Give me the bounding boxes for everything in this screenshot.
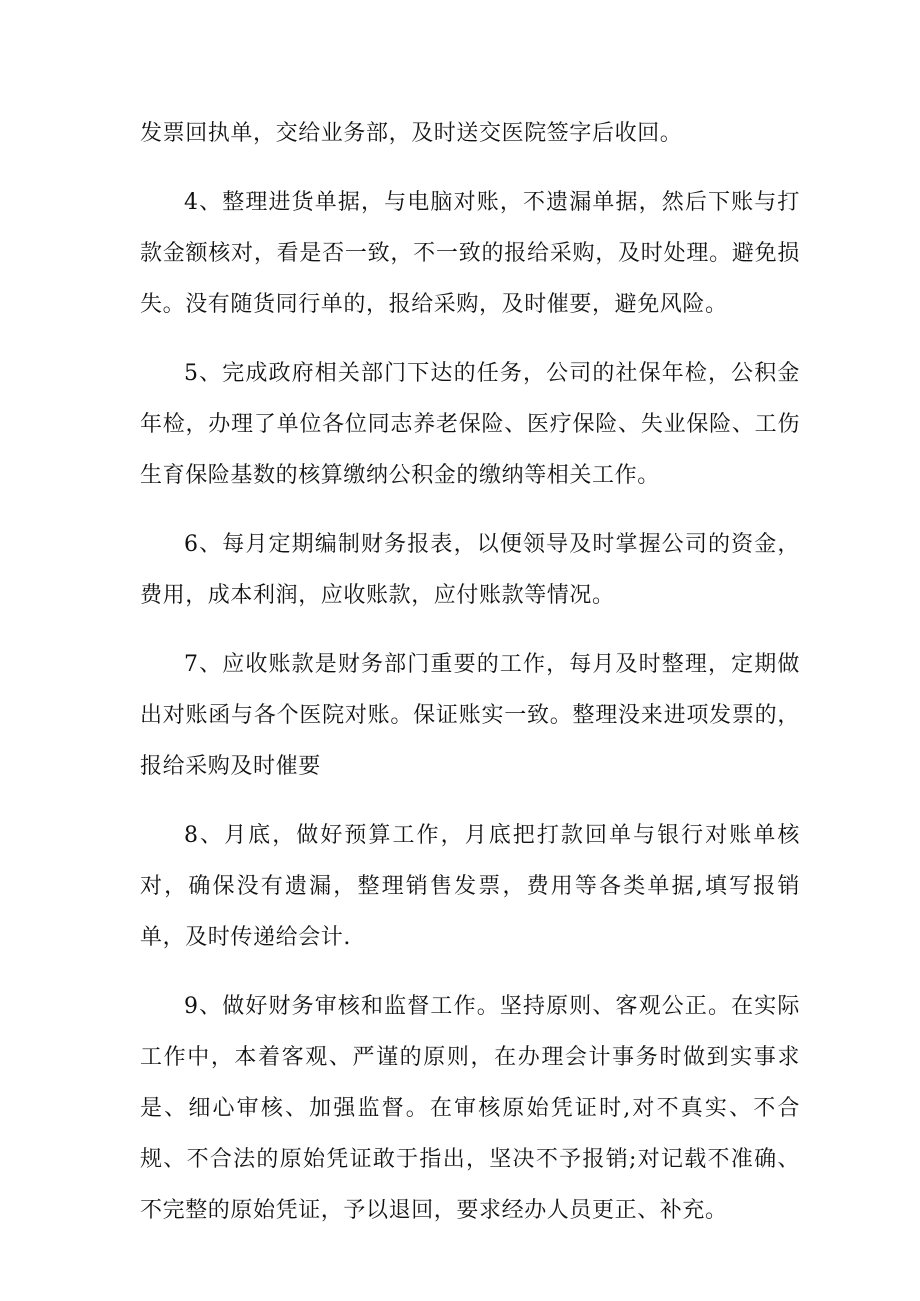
paragraph-item-7: 7、应收账款是财务部门重要的工作，每月及时整理，定期做出对账函与各个医院对账。保证账实一致。整理没来进项发票的，报给采购及时催要 xyxy=(140,652,800,779)
paragraph-item-8: 8、月底，做好预算工作，月底把打款回单与银行对账单核对，确保没有遗漏，整理销售发票，费用等各类单据,填写报销单，及时传递给会计. xyxy=(140,823,800,950)
paragraph-item-4: 4、整理进货单据，与电脑对账，不遗漏单据，然后下账与打款金额核对，看是否一致，不一致的报给采购，及时处理。避免损失。没有随货同行单的，报给采购，及时催要，避免风险。 xyxy=(140,190,800,317)
document-body xyxy=(140,108,800,1254)
paragraph-item-9: 9、做好财务审核和监督工作。坚持原则、客观公正。在实际工作中，本着客观、严谨的原则，在办理会计事务时做到实事求是、细心审核、加强监督。在审核原始凭证时,对不真实、不合规、不合法的原始凭证敢于指出，坚决不予报销;对记载不准确、不完整的原始凭证，予以退回，要求经办人员更正、补充。 xyxy=(140,994,800,1223)
paragraph-item-6: 6、每月定期编制财务报表，以便领导及时掌握公司的资金，费用，成本利润，应收账款，应付账款等情况。 xyxy=(140,532,800,608)
paragraph-continued: 发票回执单，交给业务部，及时送交医院签字后收回。 xyxy=(140,121,683,146)
paragraph-item-5: 5、完成政府相关部门下达的任务，公司的社保年检，公积金年检，办理了单位各位同志养老保险、医疗保险、失业保险、工伤生育保险基数的核算缴纳公积金的缴纳等相关工作。 xyxy=(140,361,800,488)
